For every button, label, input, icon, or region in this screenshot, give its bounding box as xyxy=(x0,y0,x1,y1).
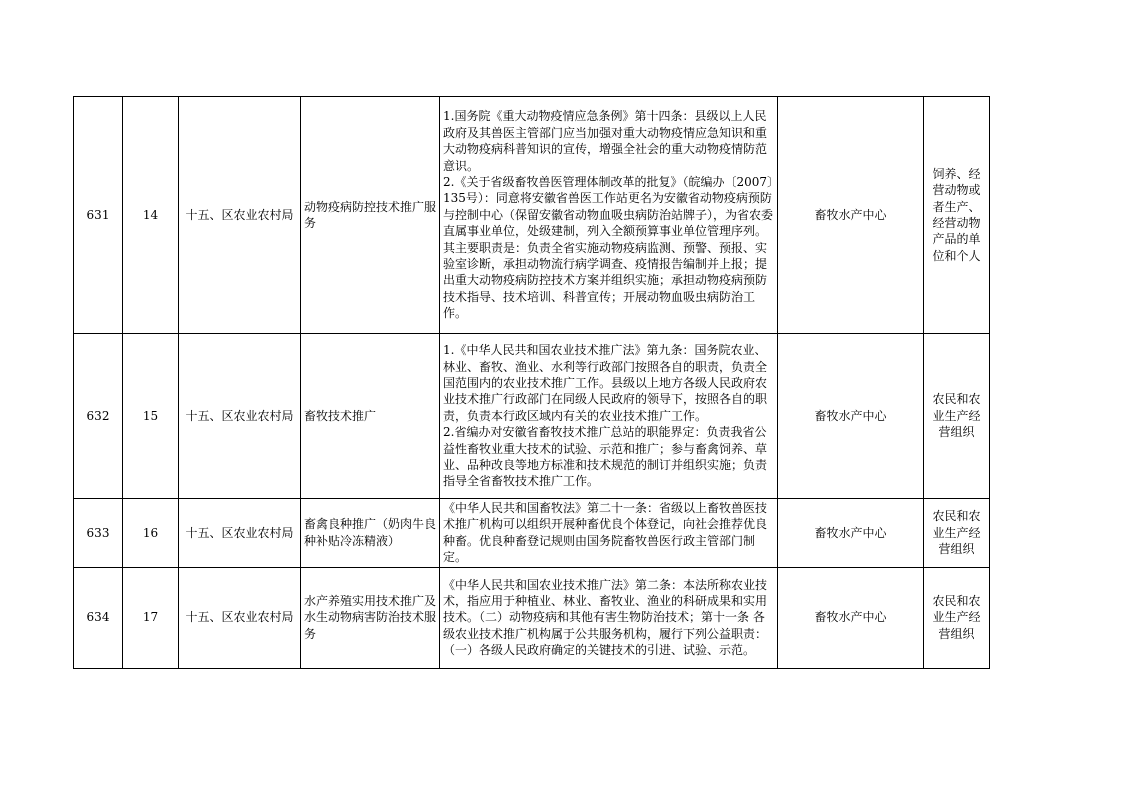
seq-number: 634 xyxy=(74,567,123,668)
basis-line: 《中华人民共和国农业技术推广法》第二条：本法所称农业技术，指应用于种植业、林业、畜牧业、渔业的科研成果和实用技术。（二）动物疫病和其他有害生物防治技术；第十一条 各级农业技术推广机构属于公共服务机构，履行下列公益职责：（一）各级人民政府确定的关键技术的引进、试验、示范。 xyxy=(443,577,768,658)
department: 十五、区农业农村局 xyxy=(179,97,301,334)
table-row xyxy=(74,334,990,499)
department: 十五、区农业农村局 xyxy=(179,499,301,568)
seq-number: 632 xyxy=(74,334,123,499)
service-object: 农民和农业生产经营组织 xyxy=(924,334,990,499)
service-object: 农民和农业生产经营组织 xyxy=(924,567,990,668)
responsible-unit: 畜牧水产中心 xyxy=(778,334,924,499)
sub-number: 16 xyxy=(123,499,179,568)
basis-paragraph xyxy=(443,342,774,490)
table-row xyxy=(74,97,990,334)
legal-basis xyxy=(440,499,778,568)
responsible-unit: 畜牧水产中心 xyxy=(778,97,924,334)
sub-number: 15 xyxy=(123,334,179,499)
sub-number: 14 xyxy=(123,97,179,334)
basis-paragraph xyxy=(443,108,774,321)
legal-basis xyxy=(440,97,778,334)
basis-line: 2.省编办对安徽省畜牧技术推广总站的职能界定：负责我省公益性畜牧业重大技术的试验、示范和推广；参与畜禽饲养、草业、品种改良等地方标准和技术规范的制订并组织实施；负责指导全省畜牧技术推广工作。 xyxy=(443,425,768,489)
service-item: 畜牧技术推广 xyxy=(301,334,440,499)
seq-number: 633 xyxy=(74,499,123,568)
service-item: 水产养殖实用技术推广及水生动物病害防治技术服务 xyxy=(301,567,440,668)
service-object: 饲养、经营动物或者生产、经营动物产品的单位和个人 xyxy=(924,97,990,334)
department: 十五、区农业农村局 xyxy=(179,567,301,668)
responsible-unit: 畜牧水产中心 xyxy=(778,567,924,668)
table-row xyxy=(74,567,990,668)
service-item: 畜禽良种推广（奶肉牛良种补贴冷冻精液） xyxy=(301,499,440,568)
basis-paragraph xyxy=(443,577,774,659)
legal-basis xyxy=(440,334,778,499)
seq-number: 631 xyxy=(74,97,123,334)
basis-paragraph xyxy=(443,500,774,566)
legal-basis xyxy=(440,567,778,668)
basis-line: 1.《中华人民共和国农业技术推广法》第九条：国务院农业、林业、畜牧、渔业、水利等行政部门按照各自的职责，负责全国范围内的农业技术推广工作。县级以上地方各级人民政府农业技术推广行政部门在同级人民政府的领导下，按照各自的职责，负责本行政区域内有关的农业技术推广工作。 xyxy=(443,343,768,423)
sub-number: 17 xyxy=(123,567,179,668)
table-row xyxy=(74,499,990,568)
service-list-table xyxy=(73,96,990,669)
department: 十五、区农业农村局 xyxy=(179,334,301,499)
basis-line: 2.《关于省级畜牧兽医管理体制改革的批复》（皖编办〔2007〕135号）：同意将安徽省兽医工作站更名为安徽省动物疫病预防与控制中心（保留安徽省动物血吸虫病防治站牌子），为省农委直属事业单位，处级建制，列入全额预算事业单位管理序列。其主要职责是：负责全省实施动物疫病监测、预警、预报、实验室诊断，承担动物流行病学调查、疫情报告编制并上报；提出重大动物疫病防控技术方案并组织实施；承担动物疫病预防技术指导、技术培训、科普宣传；开展动物血吸虫病防治工作。 xyxy=(443,174,774,321)
basis-line: 1.国务院《重大动物疫情应急条例》第十四条：县级以上人民政府及其兽医主管部门应当加强对重大动物疫情应急知识和重大动物疫病科普知识的宣传，增强全社会的重大动物疫情防范意识。 xyxy=(443,109,768,173)
responsible-unit: 畜牧水产中心 xyxy=(778,499,924,568)
service-object: 农民和农业生产经营组织 xyxy=(924,499,990,568)
service-item: 动物疫病防控技术推广服务 xyxy=(301,97,440,334)
basis-line: 《中华人民共和国畜牧法》第二十一条：省级以上畜牧兽医技术推广机构可以组织开展种畜优良个体登记，向社会推荐优良种畜。优良种畜登记规则由国务院畜牧兽医行政主管部门制定。 xyxy=(443,501,768,565)
